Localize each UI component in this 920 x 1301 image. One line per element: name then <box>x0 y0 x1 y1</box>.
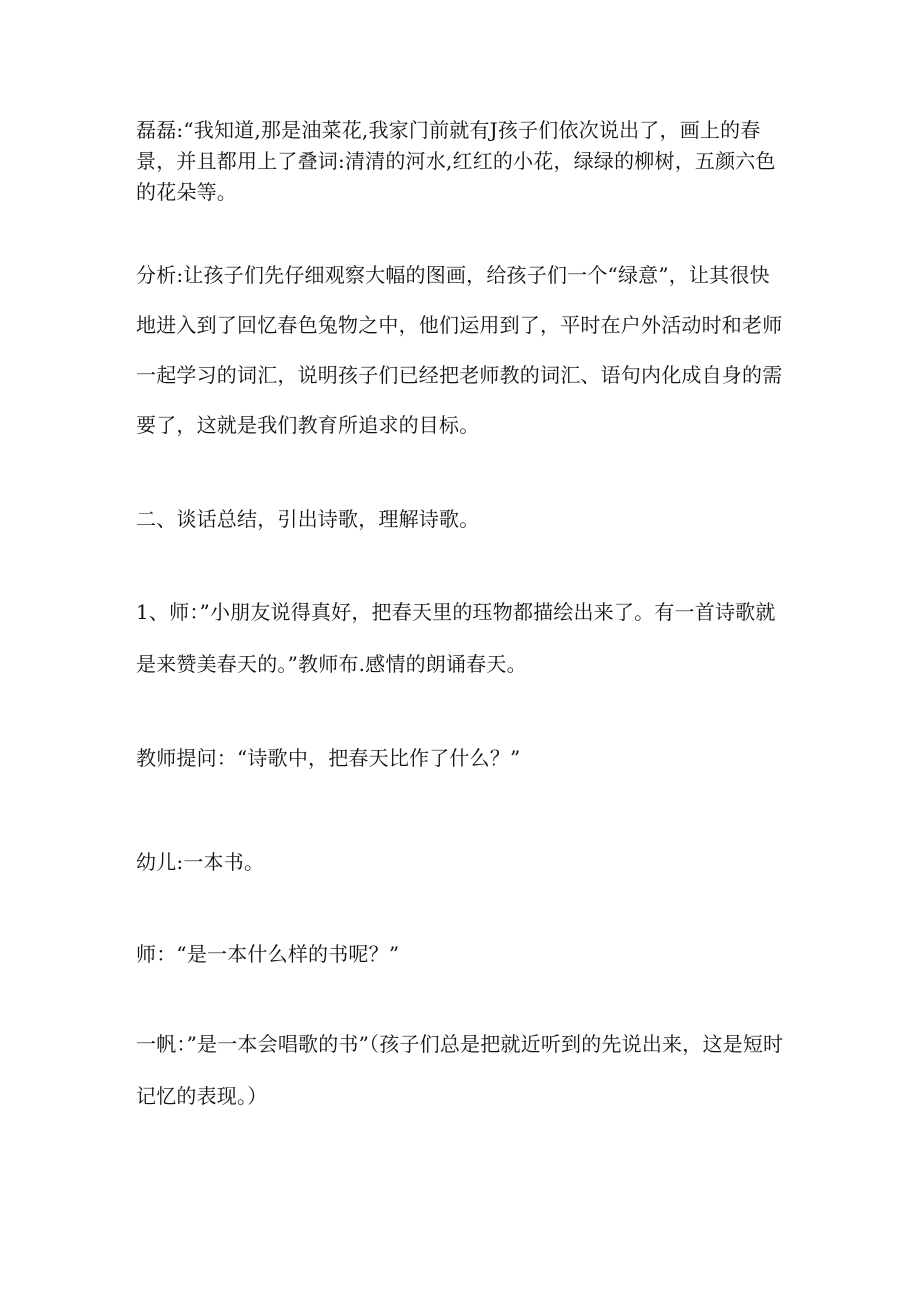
section-heading-two: 二、谈话总结，引出诗歌，理解诗歌。 <box>136 507 480 531</box>
paragraph-teacher-question: 教师提问：“诗歌中，把春天比作了什么？” <box>136 746 521 770</box>
paragraph-analysis: 分析:让孩子们先仔细观察大幅的图画，给孩子们一个“绿意”，让其很快地进入到了回忆春色兔物之中，他们运用到了，平时在户外活动时和老师一起学习的词汇，说明孩子们已经把老师教的词汇、语句内化成自身的需要了，这就是我们教育所追求的目标。 <box>136 263 783 437</box>
paragraph-teacher-followup: 师：“是一本什么样的书呢？” <box>136 942 400 966</box>
paragraph-leilei-answer: 磊磊:“我知道,那是油菜花,我家门前就有J孩子们依次说出了，画上的春景，并且都用上了叠词:清清的河水,红红的小花，绿绿的柳树，五颜六色的花朵等。 <box>136 118 776 204</box>
paragraph-child-answer: 幼儿:一本书。 <box>136 850 265 874</box>
paragraph-teacher-intro: 1、师：”小朋友说得真好，把春天里的珏物都描绘出来了。有一首诗歌就是来赞美春天的。”教师布.感情的朗诵春天。 <box>136 600 776 676</box>
paragraph-yifan-answer: 一帆：”是一本会唱歌的书”（孩子们总是把就近听到的先说出来，这是短时记忆的表现。） <box>136 1032 784 1108</box>
